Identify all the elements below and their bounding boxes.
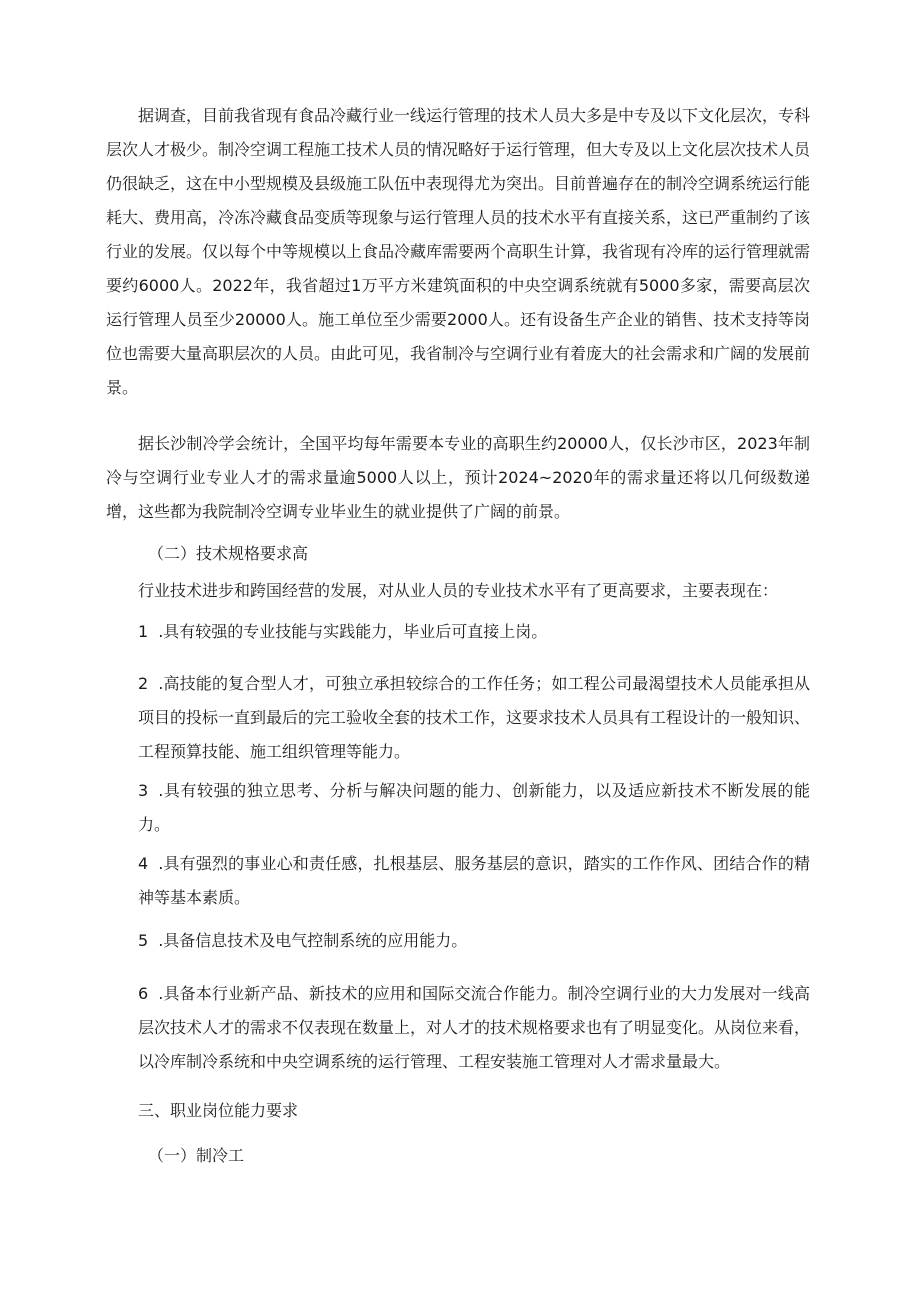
section-heading-tech-spec: （二）技术规格要求高 <box>148 544 309 563</box>
list-item-number: 3 <box>138 781 149 800</box>
list-item-text: .具有较强的专业技能与实践能力，毕业后可直接上岗。 <box>158 622 548 641</box>
list-item-text: .具有强烈的事业心和责任感，扎根基层、服务基层的意识，踏实的工作作风、团结合作的精神等基本素质。 <box>138 854 810 907</box>
list-item-number: 4 <box>138 854 149 873</box>
list-item-6 <box>138 977 810 1079</box>
list-item-3 <box>138 774 810 842</box>
list-item-text: .具有较强的独立思考、分析与解决问题的能力、创新能力，以及适应新技术不断发展的能力。 <box>138 781 810 834</box>
section-heading-job-competency: 三、职业岗位能力要求 <box>138 1101 299 1120</box>
list-item-number: 1 <box>138 622 149 641</box>
list-item-2 <box>138 667 810 769</box>
paragraph-statistics: 据长沙制冷学会统计，全国平均每年需要本专业的高职生约20000人，仅长沙市区，2023年制冷与空调行业专业人才的需求量逾5000人以上，预计2024~2020年的需求量还将以几何级数递增，这些都为我院制冷空调专业毕业生的就业提供了广阔的前景。 <box>106 434 810 521</box>
list-item-number: 5 <box>138 931 149 950</box>
list-item-number: 2 <box>138 674 149 693</box>
paragraph-survey: 据调查，目前我省现有食品冷藏行业一线运行管理的技术人员大多是中专及以下文化层次，专科层次人才极少。制冷空调工程施工技术人员的情况略好于运行管理，但大专及以上文化层次技术人员仍很缺乏，这在中小型规模及县级施工队伍中表现得尤为突出。目前普遍存在的制冷空调系统运行能耗大、费用高，冷冻冷藏食品变质等现象与运行管理人员的技术水平有直接关系，这已严重制约了该行业的发展。仅以每个中等规模以上食品冷藏库需要两个高职生计算，我省现有冷库的运行管理就需要约6000人。2022年，我省超过1万平方米建筑面积的中央空调系统就有5000多家，需要高层次运行管理人员至少20000人。施工单位至少需要2000人。还有设备生产企业的销售、技术支持等岗位也需要大量高职层次的人员。由此可见，我省制冷与空调行业有着庞大的社会需求和广阔的发展前景。 <box>106 106 811 397</box>
list-item-text: .具备本行业新产品、新技术的应用和国际交流合作能力。制冷空调行业的大力发展对一线高层次技术人才的需求不仅表现在数量上，对人才的技术规格要求也有了明显变化。从岗位来看，以冷库制冷系统和中央空调系统的运行管理、工程安装施工管理对人才需求量最大。 <box>138 984 811 1071</box>
list-item-text: .具备信息技术及电气控制系统的应用能力。 <box>158 931 468 950</box>
list-item-text: .高技能的复合型人才，可独立承担较综合的工作任务；如工程公司最渴望技术人员能承担从项目的投标一直到最后的完工验收全套的技术工作，这要求技术人员具有工程设计的一般知识、工程预算技能、施工组织管理等能力。 <box>138 674 811 761</box>
list-item-number: 6 <box>138 984 149 1003</box>
paragraph-intro: 行业技术进步和跨国经营的发展，对从业人员的专业技术水平有了更高要求，主要表现在： <box>138 581 779 600</box>
subsection-heading-refrigeration-worker: （一）制冷工 <box>148 1146 245 1165</box>
list-item-5 <box>138 924 810 958</box>
list-item-4 <box>138 847 810 915</box>
list-item-1 <box>138 615 810 649</box>
